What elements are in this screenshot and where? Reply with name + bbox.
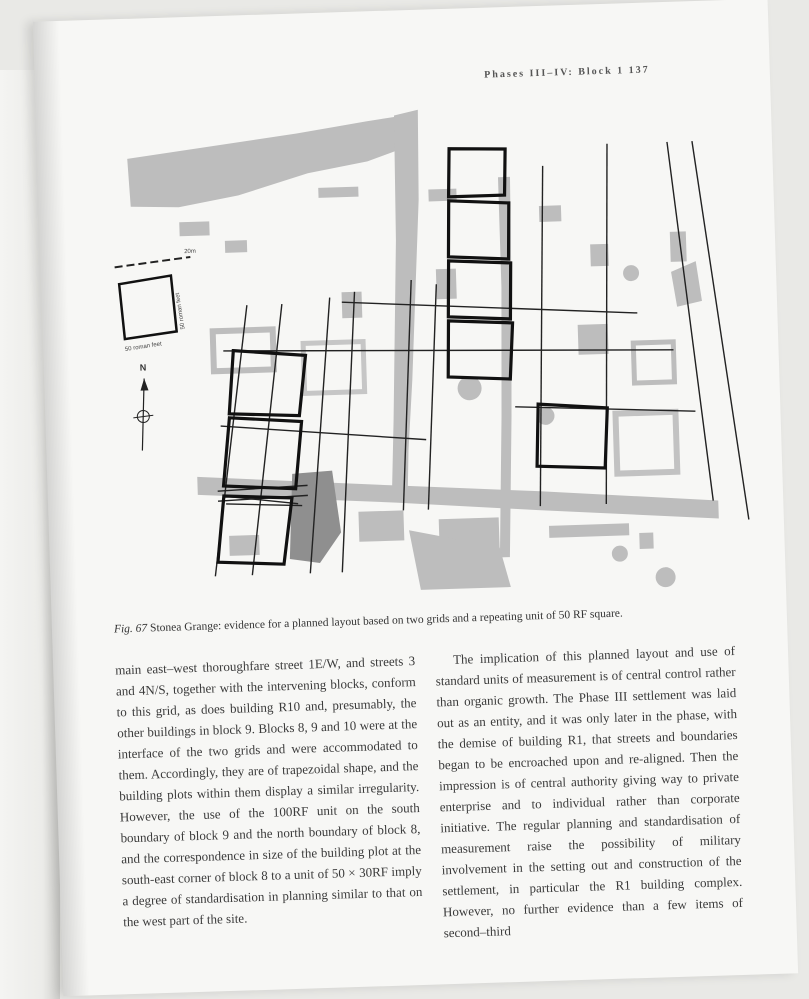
site-plan-figure <box>65 79 761 620</box>
text-column-left <box>115 650 423 932</box>
north-label: N <box>139 362 147 373</box>
unit-legend <box>119 275 187 353</box>
north-arrow-icon <box>132 362 155 451</box>
unit-legend-side-label: 50 roman feet <box>174 292 187 330</box>
figure-number: Fig. 67 <box>113 622 148 636</box>
paragraph: The implication of this planned layout and use of standard units of measurement is of central control rather than organic growth. The Phase III settlement was laid out as an entity, and it was only later in the phase, with the demise of building R1, that streets and boundaries began to be encroached upon and re-aligned. Then the impression is of central authority giving way to private enterprise and to individual rather than corporate initiative. The regular planning and standardisation of measurement raise the possibility of military involvement in the setting out and construction of the settlement, in particular the R1 building complex. However, no further evidence than a few items of second–third <box>435 643 744 941</box>
scale-label: 20m <box>184 248 196 256</box>
running-head: Phases III–IV: Block 1 137 <box>484 64 650 81</box>
scale-bar <box>114 249 196 268</box>
text-column-right <box>435 640 744 943</box>
caption-text: Stonea Grange: evidence for a planned layout based on two grids and a repeating unit of 50 RF square. <box>149 607 624 635</box>
book-page <box>33 0 798 996</box>
unit-legend-label: 50 roman feet <box>124 341 163 354</box>
paragraph: main east–west thoroughfare street 1E/W, and streets 3 and 4N/S, together with the intervening blocks, conform to this grid, as does building R10 and, presumably, the other buildings in block 9. Blocks 8, 9 and 10 were at the interface of the two grids and were accommodated to them. Accordingly, they are of trapezoidal shape, and the building plots within them display a similar irregularity. However, the use of the 100RF unit on the south boundary of block 9 and the north boundary of block 8, and the correspondence in size of the building plot at the south-east corner of block 8 to a unit of 50 × 30RF imply a degree of standardisation in planning similar to that on the west part of the site. <box>115 653 423 930</box>
excavated-features <box>126 101 721 604</box>
